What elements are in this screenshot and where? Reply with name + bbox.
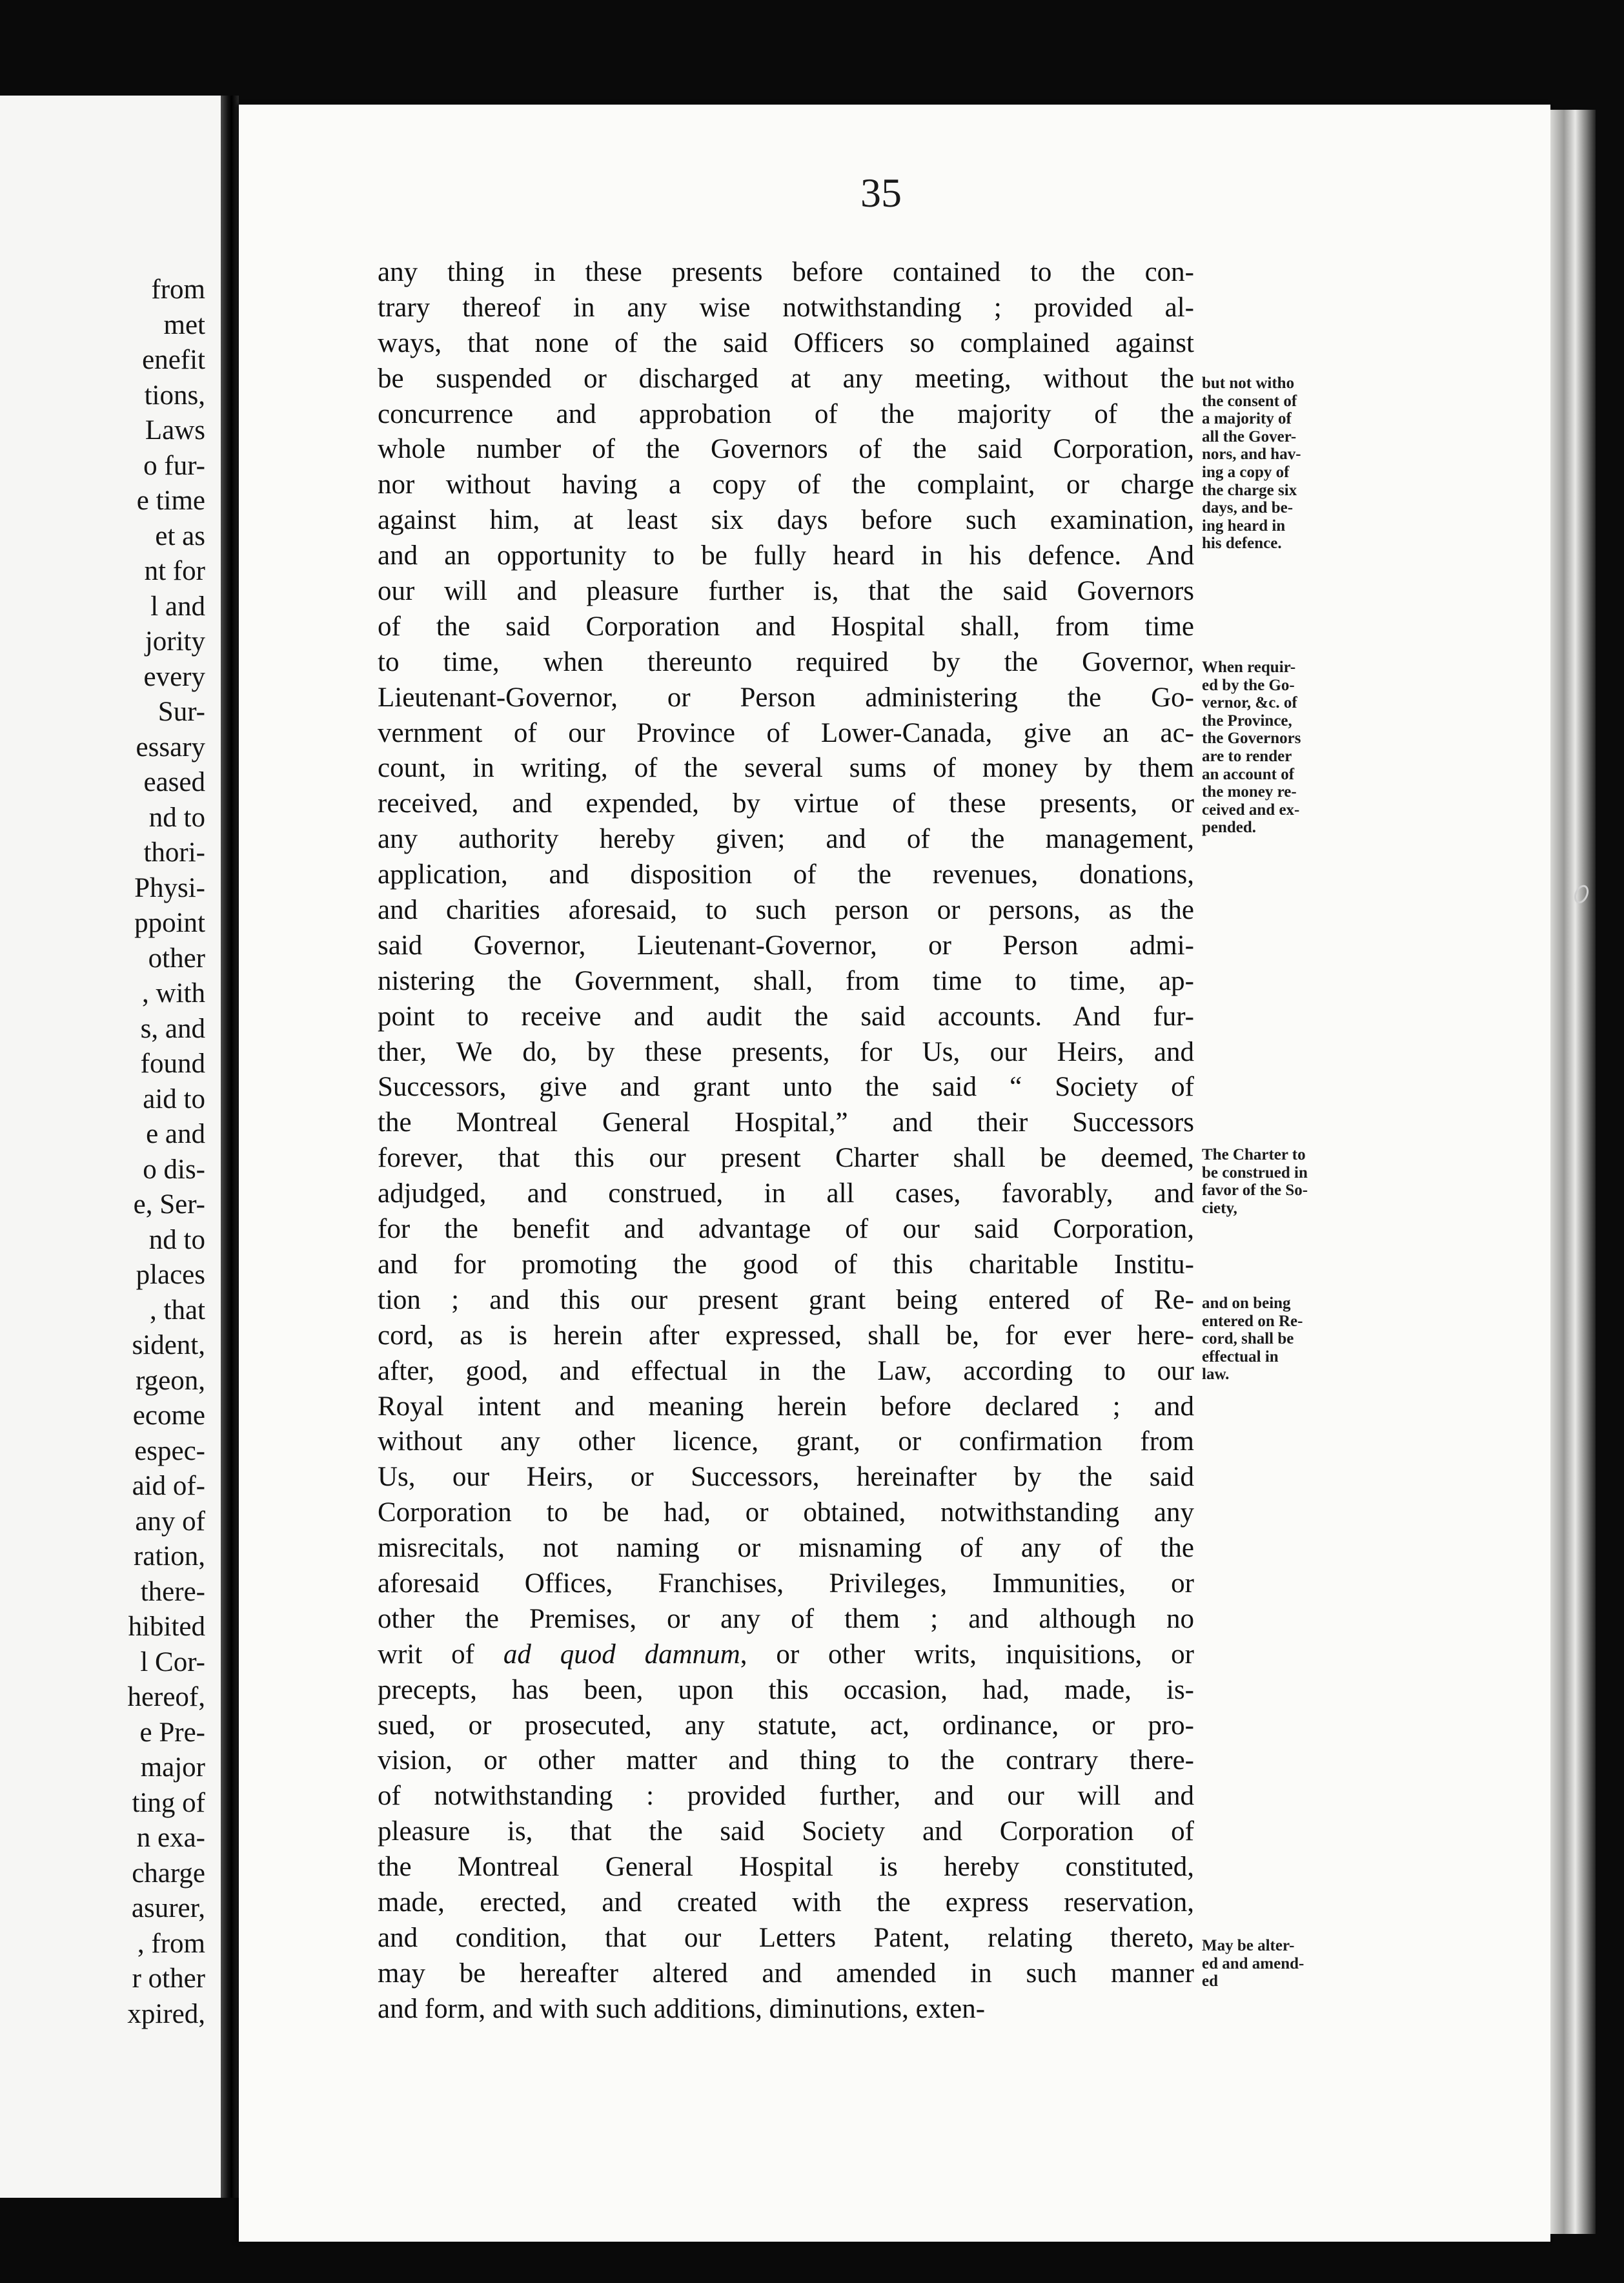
facing-page-line: s, and xyxy=(140,1013,205,1044)
margin-note-line: the charge six xyxy=(1202,481,1297,499)
facing-page-line: ecome xyxy=(132,1400,205,1431)
facing-page-line: , that xyxy=(150,1295,205,1326)
margin-note-line: all the Gover- xyxy=(1202,427,1297,445)
text-line: and an opportunity to be fully heard in his defence. And xyxy=(378,540,1194,571)
page-number: 35 xyxy=(860,170,902,216)
margin-note-line: the money re- xyxy=(1202,783,1297,801)
margin-note-line: pended. xyxy=(1202,819,1257,837)
margin-note-line: May be alter- xyxy=(1202,1937,1295,1954)
text-line: application, and disposition of the revenues, donations, xyxy=(378,859,1194,890)
text-line: received, and expended, by virtue of these presents, or xyxy=(378,788,1194,819)
facing-page-line: found xyxy=(140,1049,205,1079)
text-line: trary thereof in any wise notwithstanding ; provided al- xyxy=(378,292,1194,323)
margin-note-line: his defence. xyxy=(1202,535,1282,553)
facing-page-line: e, Ser- xyxy=(133,1189,205,1220)
facing-page-line: nt for xyxy=(144,556,205,586)
text-line: any authority hereby given; and of the management, xyxy=(378,824,1194,855)
text-line: Royal intent and meaning herein before declared ; and xyxy=(378,1391,1194,1422)
margin-note-line: ed and amend- xyxy=(1202,1954,1304,1972)
text-line: be suspended or discharged at any meeting, without the xyxy=(378,363,1194,394)
text-line: to time, when thereunto required by the Governor, xyxy=(378,646,1194,677)
margin-note-line: an account of xyxy=(1202,765,1295,783)
text-line: said Governor, Lieutenant-Governor, or Person admi- xyxy=(378,930,1194,961)
margin-note-line: the Province, xyxy=(1202,712,1292,730)
text-line: tion ; and this our present grant being entered of Re- xyxy=(378,1284,1194,1315)
text-line: Lieutenant-Governor, or Person administering the Go- xyxy=(378,682,1194,713)
facing-page-line: nd to xyxy=(148,802,205,833)
facing-page-line: thori- xyxy=(143,837,205,868)
margin-note-line: ed by the Go- xyxy=(1202,676,1295,694)
facing-page-line: espec- xyxy=(134,1435,205,1466)
margin-note-line: ciety, xyxy=(1202,1199,1237,1217)
facing-page-line: xpired, xyxy=(127,1998,205,2029)
facing-page-line: met xyxy=(163,309,205,340)
text-line: for the benefit and advantage of our said Corporation, xyxy=(378,1214,1194,1245)
margin-note-line: favor of the So- xyxy=(1202,1182,1308,1200)
text-line: ways, that none of the said Officers so complained against xyxy=(378,327,1194,358)
margin-note-line: vernor, &c. of xyxy=(1202,694,1297,712)
page-edge xyxy=(1550,110,1596,2234)
facing-page-line: e Pre- xyxy=(139,1717,205,1748)
text-line: pleasure is, that the said Society and Corporation of xyxy=(378,1816,1194,1847)
text-line: after, good, and effectual in the Law, according to our xyxy=(378,1355,1194,1386)
facing-page-line: places xyxy=(136,1260,205,1290)
text-line: and for promoting the good of this charitable Institu- xyxy=(378,1249,1194,1280)
text-line: Corporation to be had, or obtained, notwithstanding any xyxy=(378,1497,1194,1528)
facing-page-line: sident, xyxy=(132,1330,205,1360)
facing-page-line: other xyxy=(148,943,205,974)
margin-note-line: ing heard in xyxy=(1202,517,1286,535)
text-line: point to receive and audit the said accounts. And fur- xyxy=(378,1001,1194,1032)
text-line: cord, as is herein after expressed, shall be, for ever here- xyxy=(378,1320,1194,1351)
book-gutter xyxy=(221,96,239,2198)
text-line: concurrence and approbation of the majority of the xyxy=(378,398,1194,429)
text-line: ther, We do, by these presents, for Us, our Heirs, and xyxy=(378,1036,1194,1067)
facing-page-line: tions, xyxy=(144,380,205,411)
margin-note-line: cord, shall be xyxy=(1202,1330,1294,1348)
facing-page-line: ting of xyxy=(132,1787,205,1818)
facing-page-text xyxy=(12,272,205,2032)
facing-page xyxy=(0,96,221,2198)
margin-note-line: entered on Re- xyxy=(1202,1312,1303,1330)
margin-note-amendment xyxy=(1202,1937,1376,1991)
margin-note-line: are to render xyxy=(1202,747,1292,765)
facing-page-line: every xyxy=(143,661,205,692)
text-line: aforesaid Offices, Franchises, Privileges, Immunities, or xyxy=(378,1568,1194,1599)
text-line: any thing in these presents before contained to the con- xyxy=(378,257,1194,287)
facing-page-line: any of xyxy=(135,1506,205,1537)
text-line: count, in writing, of the several sums of money by them xyxy=(378,753,1194,784)
text-line: the Montreal General Hospital is hereby constituted, xyxy=(378,1852,1194,1883)
text-line: vision, or other matter and thing to the contrary there- xyxy=(378,1745,1194,1776)
margin-note-line: ing a copy of xyxy=(1202,463,1290,481)
facing-page-line: asurer, xyxy=(131,1893,205,1923)
margin-note-charter-construed xyxy=(1202,1146,1376,1217)
text-line: of the said Corporation and Hospital shall, from time xyxy=(378,611,1194,642)
margin-note-line: law. xyxy=(1202,1366,1230,1384)
text-line: whole number of the Governors of the said Corporation, xyxy=(378,434,1194,465)
margin-note-line: the consent of xyxy=(1202,392,1297,410)
facing-page-line: nd to xyxy=(148,1224,205,1255)
margin-note-line: days, and be- xyxy=(1202,499,1294,517)
facing-page-line: , with xyxy=(142,978,205,1008)
text-line: vernment of our Province of Lower-Canada, give an ac- xyxy=(378,717,1194,748)
facing-page-line: there- xyxy=(140,1576,205,1607)
text-line: writ of ad quod damnum, or other writs, inquisitions, or xyxy=(378,1639,1195,1670)
facing-page-line: r other xyxy=(132,1963,205,1994)
facing-page-line: jority xyxy=(145,626,205,657)
facing-page-line: aid to xyxy=(143,1083,205,1114)
facing-page-line: charge xyxy=(132,1858,205,1889)
text-line: and charities aforesaid, to such person or persons, as the xyxy=(378,895,1194,926)
text-line: Successors, give and grant unto the said “ Society of xyxy=(378,1072,1194,1103)
margin-note-line: and on being xyxy=(1202,1295,1291,1312)
text-line: without any other licence, grant, or confirmation from xyxy=(378,1426,1194,1457)
text-line: the Montreal General Hospital,” and their Successors xyxy=(378,1107,1194,1138)
margin-note-line: the Governors xyxy=(1202,730,1301,748)
text-line: may be hereafter altered and amended in such manner xyxy=(378,1958,1194,1989)
text-line: and form, and with such additions, diminutions, exten- xyxy=(378,1993,986,2024)
text-line: sued, or prosecuted, any statute, act, ordinance, or pro- xyxy=(378,1710,1194,1741)
body-text xyxy=(378,255,1194,2027)
facing-page-line: ppoint xyxy=(134,908,205,938)
margin-note-line: but not witho xyxy=(1202,374,1295,392)
facing-page-line: from xyxy=(151,274,205,305)
facing-page-line: n exa- xyxy=(136,1823,205,1853)
facing-page-line: major xyxy=(140,1752,205,1783)
facing-page-line: e and xyxy=(146,1119,205,1149)
facing-page-line: enefit xyxy=(142,345,205,375)
facing-page-line: rgeon, xyxy=(136,1365,205,1396)
facing-page-line: o fur- xyxy=(143,450,205,481)
margin-note-line: The Charter to xyxy=(1202,1146,1306,1163)
margin-note-accounts xyxy=(1202,659,1376,837)
facing-page-line: , from xyxy=(137,1928,205,1959)
facing-page-line: Sur- xyxy=(157,697,205,727)
facing-page-line: Laws xyxy=(145,415,205,445)
text-line: precepts, has been, upon this occasion, had, made, is- xyxy=(378,1674,1194,1705)
facing-page-line: e time xyxy=(136,486,205,516)
margin-note-line: When requir- xyxy=(1202,659,1296,676)
facing-page-line: essary xyxy=(136,732,205,763)
facing-page-line: Physi- xyxy=(134,872,205,903)
text-line: and condition, that our Letters Patent, relating thereto, xyxy=(378,1922,1194,1953)
margin-note-line: ceived and ex- xyxy=(1202,801,1300,819)
margin-note-line: be construed in xyxy=(1202,1163,1308,1182)
facing-page-line: l Cor- xyxy=(140,1646,205,1677)
text-line: adjudged, and construed, in all cases, favorably, and xyxy=(378,1178,1194,1209)
margin-note-line: nors, and hav- xyxy=(1202,445,1301,464)
facing-page-line: o dis- xyxy=(143,1154,205,1185)
facing-page-line: l and xyxy=(150,591,205,622)
facing-page-line: hibited xyxy=(128,1612,205,1642)
text-line: against him, at least six days before such examination, xyxy=(378,505,1194,536)
text-line: Us, our Heirs, or Successors, hereinafter by the said xyxy=(378,1462,1194,1493)
text-line: other the Premises, or any of them ; and although no xyxy=(378,1603,1194,1634)
text-line: nistering the Government, shall, from time to time, ap- xyxy=(378,965,1194,996)
text-line: made, erected, and created with the express reservation, xyxy=(378,1887,1194,1918)
text-line: nor without having a copy of the complaint, or charge xyxy=(378,469,1194,500)
text-line: our will and pleasure further is, that the said Governors xyxy=(378,576,1194,607)
text-line: misrecitals, not naming or misnaming of any of the xyxy=(378,1533,1194,1564)
facing-page-line: et as xyxy=(155,520,205,551)
facing-page-line: ration, xyxy=(133,1541,205,1571)
facing-page-line: aid of- xyxy=(132,1471,205,1501)
facing-page-line: eased xyxy=(143,767,205,797)
margin-note-line: effectual in xyxy=(1202,1347,1279,1366)
margin-note-record xyxy=(1202,1295,1376,1384)
text-line: of notwithstanding : provided further, and our will and xyxy=(378,1781,1194,1812)
text-line: forever, that this our present Charter shall be deemed, xyxy=(378,1143,1194,1174)
facing-page-line: hereof, xyxy=(127,1682,205,1712)
margin-note-suspension xyxy=(1202,374,1376,553)
margin-note-line: ed xyxy=(1202,1972,1218,1991)
margin-note-line: a majority of xyxy=(1202,410,1292,428)
